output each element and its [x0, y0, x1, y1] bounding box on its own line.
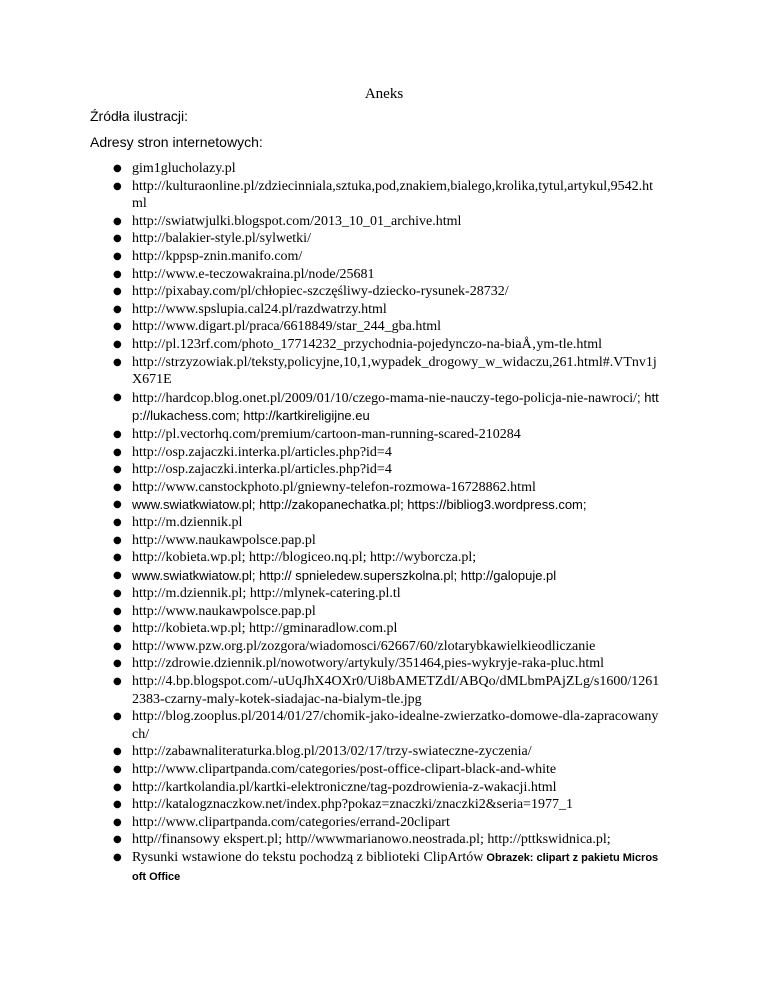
bullet-icon: ●	[113, 711, 122, 723]
list-item	[0, 230, 768, 248]
page-title: Aneks	[364, 86, 404, 102]
source-link-text: http://m.dziennik.pl	[132, 515, 243, 531]
bullet-icon: ●	[113, 799, 122, 811]
source-link-text: http://katalogznaczkow.net/index.php?pokaz=znaczki/znaczki2&seria=1977_1	[132, 797, 573, 813]
source-link-text: www.swiatkwiatow.pl; http:// spnieledew.superszkolna.pl; http://galopuje.pl	[132, 568, 557, 584]
list-item	[0, 673, 768, 708]
bullet-icon: ●	[113, 658, 122, 670]
list-item	[0, 354, 768, 389]
list-item	[0, 831, 768, 849]
source-link-text: http://pl.vectorhq.com/premium/cartoon-man-running-scared-210284	[132, 426, 521, 442]
source-link-text: http://www.pzw.org.pl/zozgora/wiadomosci/62667/60/zlotarybkawielkieodliczanie	[132, 638, 596, 654]
bullet-icon: ●	[113, 481, 122, 493]
bullet-icon: ●	[113, 605, 122, 617]
source-link-text: http://www.digart.pl/praca/6618849/star_244_gba.html	[132, 319, 441, 335]
bullet-icon: ●	[113, 499, 122, 511]
source-link-text: http://osp.zajaczki.interka.pl/articles.php?id=4	[132, 462, 392, 478]
list-item	[0, 761, 768, 779]
source-link-text: http://blog.zooplus.pl/2014/01/27/chomik-jako-idealne-zwierzatko-domowe-dla-zapracowanych/	[132, 709, 659, 742]
bullet-icon: ●	[113, 851, 122, 863]
list-item	[0, 655, 768, 673]
source-link-text: http://zdrowie.dziennik.pl/nowotwory/artykuly/351464,pies-wykryje-raka-pluc.html	[132, 656, 605, 672]
sources-heading: Źródła ilustracji:	[90, 108, 189, 124]
source-link-text: http//finansowy ekspert.pl; http//wwwmarianowo.neostrada.pl; http://pttkswidnica.pl;	[132, 832, 611, 848]
list-item	[0, 444, 768, 462]
list-item	[0, 620, 768, 638]
list-item	[0, 585, 768, 603]
list-item	[0, 248, 768, 266]
source-links-list	[0, 160, 768, 886]
source-link-text: http://www.canstockphoto.pl/gniewny-telefon-rozmowa-16728862.html	[132, 479, 536, 495]
source-link-text: http://www.naukawpolsce.pap.pl	[132, 532, 316, 548]
list-item	[0, 461, 768, 479]
source-link-text: http://kulturaonline.pl/zdziecinniala,sztuka,pod,znakiem,bialego,krolika,tytul,artykul,9542.html	[132, 178, 653, 212]
websites-heading: Adresy stron internetowych:	[90, 134, 263, 150]
list-item	[0, 532, 768, 550]
bullet-icon: ●	[113, 338, 122, 350]
list-item	[0, 283, 768, 301]
list-item	[0, 479, 768, 497]
source-link-text: http://swiatwjulki.blogspot.com/2013_10_01_archive.html	[132, 213, 462, 229]
source-link-text: http://strzyzowiak.pl/teksty,policyjne,10,1,wypadek_drogowy_w_widaczu,261.html#.VTnv1jX671E	[132, 354, 657, 388]
list-item	[0, 638, 768, 656]
source-link-text: http://zabawnaliteraturka.blog.pl/2013/02/17/trzy-swiateczne-zyczenia/	[132, 744, 532, 760]
bullet-icon: ●	[113, 746, 122, 758]
bullet-icon: ●	[113, 570, 122, 582]
list-item	[0, 743, 768, 761]
bullet-icon: ●	[113, 552, 122, 564]
list-item	[0, 426, 768, 444]
bullet-icon: ●	[113, 356, 122, 368]
source-link-text: www.swiatkwiatow.pl; http://zakopanechatka.pl; https://bibliog3.wordpress.com;	[132, 497, 587, 513]
list-item	[0, 389, 768, 426]
source-link-text: gim1glucholazy.pl	[132, 161, 236, 176]
bullet-icon: ●	[113, 781, 122, 793]
source-link-text: http://www.clipartpanda.com/categories/post-office-clipart-black-and-white	[132, 762, 557, 777]
list-item	[0, 603, 768, 621]
list-item	[0, 796, 768, 814]
bullet-icon: ●	[113, 816, 122, 828]
source-link-text: http://www.spslupia.cal24.pl/razdwatrzy.html	[132, 301, 387, 317]
source-link-text: http://pl.123rf.com/photo_17714232_przychodnia-pojedynczo-na-biaÅ‚ym-tle.html	[132, 336, 603, 352]
list-item	[0, 160, 768, 178]
bullet-icon: ●	[113, 233, 122, 245]
source-link-text: http://www.clipartpanda.com/categories/errand-20clipart	[132, 814, 450, 830]
bullet-icon: ●	[113, 286, 122, 298]
list-item	[0, 814, 768, 832]
source-link-text: http://www.naukawpolsce.pap.pl	[132, 603, 316, 619]
bullet-icon: ●	[113, 834, 122, 846]
bullet-icon: ●	[113, 517, 122, 529]
bullet-icon: ●	[113, 623, 122, 635]
source-link-text: http://kobieta.wp.pl; http://blogiceo.nq.pl; http://wyborcza.pl;	[132, 550, 477, 566]
list-item	[0, 213, 768, 231]
list-item	[0, 779, 768, 797]
list-item	[0, 549, 768, 567]
list-item	[0, 514, 768, 532]
bullet-icon: ●	[113, 534, 122, 546]
source-link-text: http://kartkolandia.pl/kartki-elektroniczne/tag-pozdrowienia-z-wakacji.html	[132, 779, 557, 795]
bullet-icon: ●	[113, 676, 122, 688]
clipart-credit: Obrazek: clipart z pakietu Microsoft Office	[132, 851, 659, 883]
bullet-icon: ●	[113, 215, 122, 227]
bullet-icon: ●	[113, 268, 122, 280]
source-link-text: http://m.dziennik.pl; http://mlynek-catering.pl.tl	[132, 586, 401, 602]
bullet-icon: ●	[113, 321, 122, 333]
source-link-text: http://4.bp.blogspot.com/-uUqJhX4OXr0/Ui8bAMETZdI/ABQo/dMLbmPAjZLg/s1600/12612383-czarny-maly-kotek-siadajac-na-bialym-tle.jpg	[132, 674, 660, 707]
list-item	[0, 318, 768, 336]
list-item	[0, 708, 768, 743]
source-link-text: http://balakier-style.pl/sylwetki/	[132, 231, 311, 247]
bullet-icon: ●	[113, 391, 122, 403]
source-link-text: Rysunki wstawione do tekstu pochodzą z biblioteki ClipArtów	[132, 849, 484, 865]
source-link-text: http://kobieta.wp.pl; http://gminaradlow.com.pl	[132, 621, 398, 637]
bullet-icon: ●	[113, 428, 122, 440]
list-item	[0, 266, 768, 284]
source-link-text: http://kppsp-znin.manifo.com/	[132, 248, 303, 264]
bullet-icon: ●	[113, 163, 122, 174]
bullet-icon: ●	[113, 588, 122, 600]
bullet-icon: ●	[113, 303, 122, 315]
bullet-icon: ●	[113, 764, 122, 775]
list-item	[0, 178, 768, 213]
list-item	[0, 567, 768, 585]
bullet-icon: ●	[113, 180, 122, 192]
source-link-text: http://www.e-teczowakraina.pl/node/25681	[132, 266, 375, 282]
list-item	[0, 849, 768, 886]
source-link-text: http://pixabay.com/pl/chłopiec-szczęśliwy-dziecko-rysunek-28732/	[132, 284, 509, 300]
bullet-icon: ●	[113, 250, 122, 262]
list-item	[0, 496, 768, 514]
bullet-icon: ●	[113, 446, 122, 458]
list-item	[0, 336, 768, 354]
source-link-text: http://hardcop.blog.onet.pl/2009/01/10/czego-mama-nie-nauczy-tego-policja-nie-nawroci/	[132, 390, 637, 406]
bullet-icon: ●	[113, 464, 122, 476]
list-item	[0, 301, 768, 319]
source-link-text: http://osp.zajaczki.interka.pl/articles.php?id=4	[132, 444, 392, 460]
source-link-suffix: ; http://lukachess.com; http://kartkireligijne.eu	[132, 389, 659, 424]
bullet-icon: ●	[113, 640, 122, 652]
